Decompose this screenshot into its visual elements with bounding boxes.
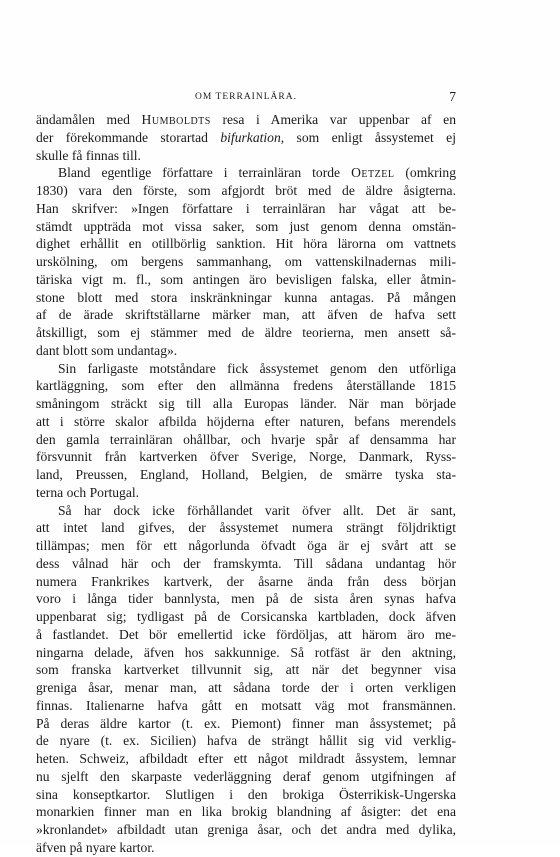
text-line — [36, 715, 456, 733]
text-line — [36, 431, 456, 449]
text-run: tillämpas; men för ett någorlunda öfvadt öga är ej svårt att se — [36, 538, 456, 553]
text-line — [36, 679, 456, 697]
text-run: ningarna delade, äfven hos sakkunnige. Så rotfäst är den aktning, — [36, 644, 456, 660]
text-line — [36, 289, 456, 307]
body-text — [36, 111, 456, 857]
text-run: å fastlandet. Det bör emellertid icke fördöljas, att härom äro me- — [36, 626, 456, 642]
text-line — [36, 324, 456, 342]
text-run: resa i Amerika var uppenbar af en — [210, 112, 456, 127]
text-run: land, Preussen, England, Holland, Belgien, de smärre tyska sta- — [36, 467, 456, 482]
text-run: (omkring — [394, 165, 456, 181]
text-line — [36, 697, 456, 715]
text-line — [36, 803, 456, 821]
text-line — [36, 590, 456, 608]
text-line — [36, 821, 456, 839]
text-run: af de ärade skriftställarne märker man, att äfven de hafva sett — [36, 307, 456, 323]
text-run: att intet land gifves, der åssystemet numera strängt följdriktigt — [36, 520, 456, 536]
text-line — [36, 661, 456, 679]
text-line — [36, 626, 456, 644]
text-run: finnas. Italienarne hafva gått en motsatt väg mot fransmännen. — [36, 697, 456, 713]
text-line — [36, 147, 456, 165]
text-run: stämdt uppträda mot vissa saker, som just genom denna omstän- — [36, 218, 456, 234]
text-line — [36, 644, 456, 662]
text-line — [36, 377, 456, 395]
text-run: försvunnit från kartverken öfver Sverige, Norge, Danmark, Ryss- — [36, 449, 456, 465]
text-line — [36, 786, 456, 804]
text-run: 1830) vara den förste, som afgjordt bröt med de äldre åsigterna. — [36, 183, 456, 198]
page-number: 7 — [449, 89, 456, 104]
text-run: uppenbarat sig; tydligast på de Corsicanska kartbladen, dock äfven — [36, 609, 456, 624]
text-run: sina konseptkartor. Slutligen i den brokiga Österrikisk-Ungerska — [36, 786, 456, 802]
text-line — [36, 466, 456, 484]
text-run: , som enligt åssystemet ej — [280, 129, 456, 145]
text-run: heten. Schweiz, afbildadt efter ett något mildradt åssystem, lemnar — [36, 751, 456, 766]
text-line — [36, 200, 456, 218]
text-run: der förekommande storartad — [36, 129, 221, 145]
text-run: som franska kartverket tillvunnit sig, att när det begynner visa — [36, 662, 456, 678]
text-run: Han skrifver: »Ingen författare i terrainläran har vågat att be- — [36, 200, 456, 216]
text-line — [36, 342, 456, 360]
text-line — [36, 608, 456, 626]
text-line — [36, 573, 456, 591]
text-run: att i större skalor afbilda höjderna efter naturen, befans merendels — [36, 413, 456, 429]
text-run: skulle få finnas till. — [36, 147, 141, 163]
text-run: Sin farligaste motståndare fick åssystemet genom den utförliga — [58, 360, 456, 376]
text-line — [36, 306, 456, 324]
text-run: dess vålnad här och der framskymta. Till sådana undantag hör — [36, 555, 456, 571]
text-line — [36, 413, 456, 431]
text-line — [36, 768, 456, 786]
text-run: Så har dock icke förhållandet varit öfver allt. Det är sant, — [58, 502, 456, 518]
text-run: småningom sträckt sig till alla Europas länder. När man började — [36, 396, 456, 411]
text-line — [36, 502, 456, 520]
text-line — [36, 484, 456, 502]
italic-term: bifurkation — [220, 129, 281, 145]
text-run: den gamla terrainläran ohållbar, och hvarje spår af densamma har — [36, 431, 456, 447]
text-run: täriska vigt m. fl., som antingen äro bevisligen falska, eller åtmin- — [36, 271, 456, 287]
text-run: voro i långa tider bannlysta, men på de sista åren synas hafva — [36, 591, 456, 607]
text-run: monarkien finner man en lika brokig blandning af åsigter: det ena — [36, 804, 456, 820]
text-line — [36, 732, 456, 750]
text-line — [36, 235, 456, 253]
running-head — [36, 89, 456, 106]
text-run: Bland egentlige författare i terrainläran torde — [58, 165, 352, 181]
text-line — [36, 218, 456, 236]
text-run: dighet erhållit en otillbörlig sanktion. Hit höra lärorna om vattnets — [36, 236, 456, 252]
text-line — [36, 839, 456, 857]
text-run: kartläggning, som efter den allmänna fredens återställande 1815 — [36, 378, 456, 394]
text-run: På deras äldre kartor (t. ex. Piemont) finner man åssystemet; på — [36, 715, 456, 731]
text-run: terna och Portugal. — [36, 484, 140, 500]
text-run: stone blott med stora inskränkningar kunna antagas. På mången — [36, 289, 456, 305]
text-line — [36, 555, 456, 573]
text-line — [36, 182, 456, 200]
text-run: dant blott som undantag». — [36, 342, 178, 358]
small-caps-name: Humboldts — [141, 112, 211, 127]
text-run: ändamålen med — [36, 112, 142, 127]
text-line — [36, 750, 456, 768]
text-run: äfven på nyare kartor. — [36, 839, 155, 855]
text-run: »kronlandet» afbildadt utan greniga åsar, och det andra med dylika, — [36, 822, 456, 837]
text-line — [36, 271, 456, 289]
text-line — [36, 111, 456, 129]
text-run: greniga åsar, menar man, att sådana torde der i orten verkligen — [36, 680, 456, 695]
text-line — [36, 164, 456, 182]
text-run: numera Frankrikes kartverk, der åsarne ända från dess början — [36, 573, 456, 589]
small-caps-name: Oetzel — [351, 165, 395, 181]
text-line — [36, 519, 456, 537]
text-line — [36, 253, 456, 271]
text-line — [36, 395, 456, 413]
running-title: OM TERRAINLÄRA. — [195, 92, 297, 102]
text-run: urskölning, om bergens sammanhang, om vattenskilnadernas mili- — [36, 254, 456, 269]
text-line — [36, 129, 456, 147]
text-run: nu sjelft den skarpaste vederläggning deraf genom utgifningen af — [36, 768, 456, 784]
text-line — [36, 537, 456, 555]
text-line — [36, 360, 456, 378]
text-line — [36, 448, 456, 466]
text-run: åtskilligt, som ej stämmer med de äldre teorierna, men ansett så- — [36, 325, 456, 340]
text-run: de nyare (t. ex. Sicilien) hafva de strängt hållit sig vid verklig- — [36, 733, 456, 749]
